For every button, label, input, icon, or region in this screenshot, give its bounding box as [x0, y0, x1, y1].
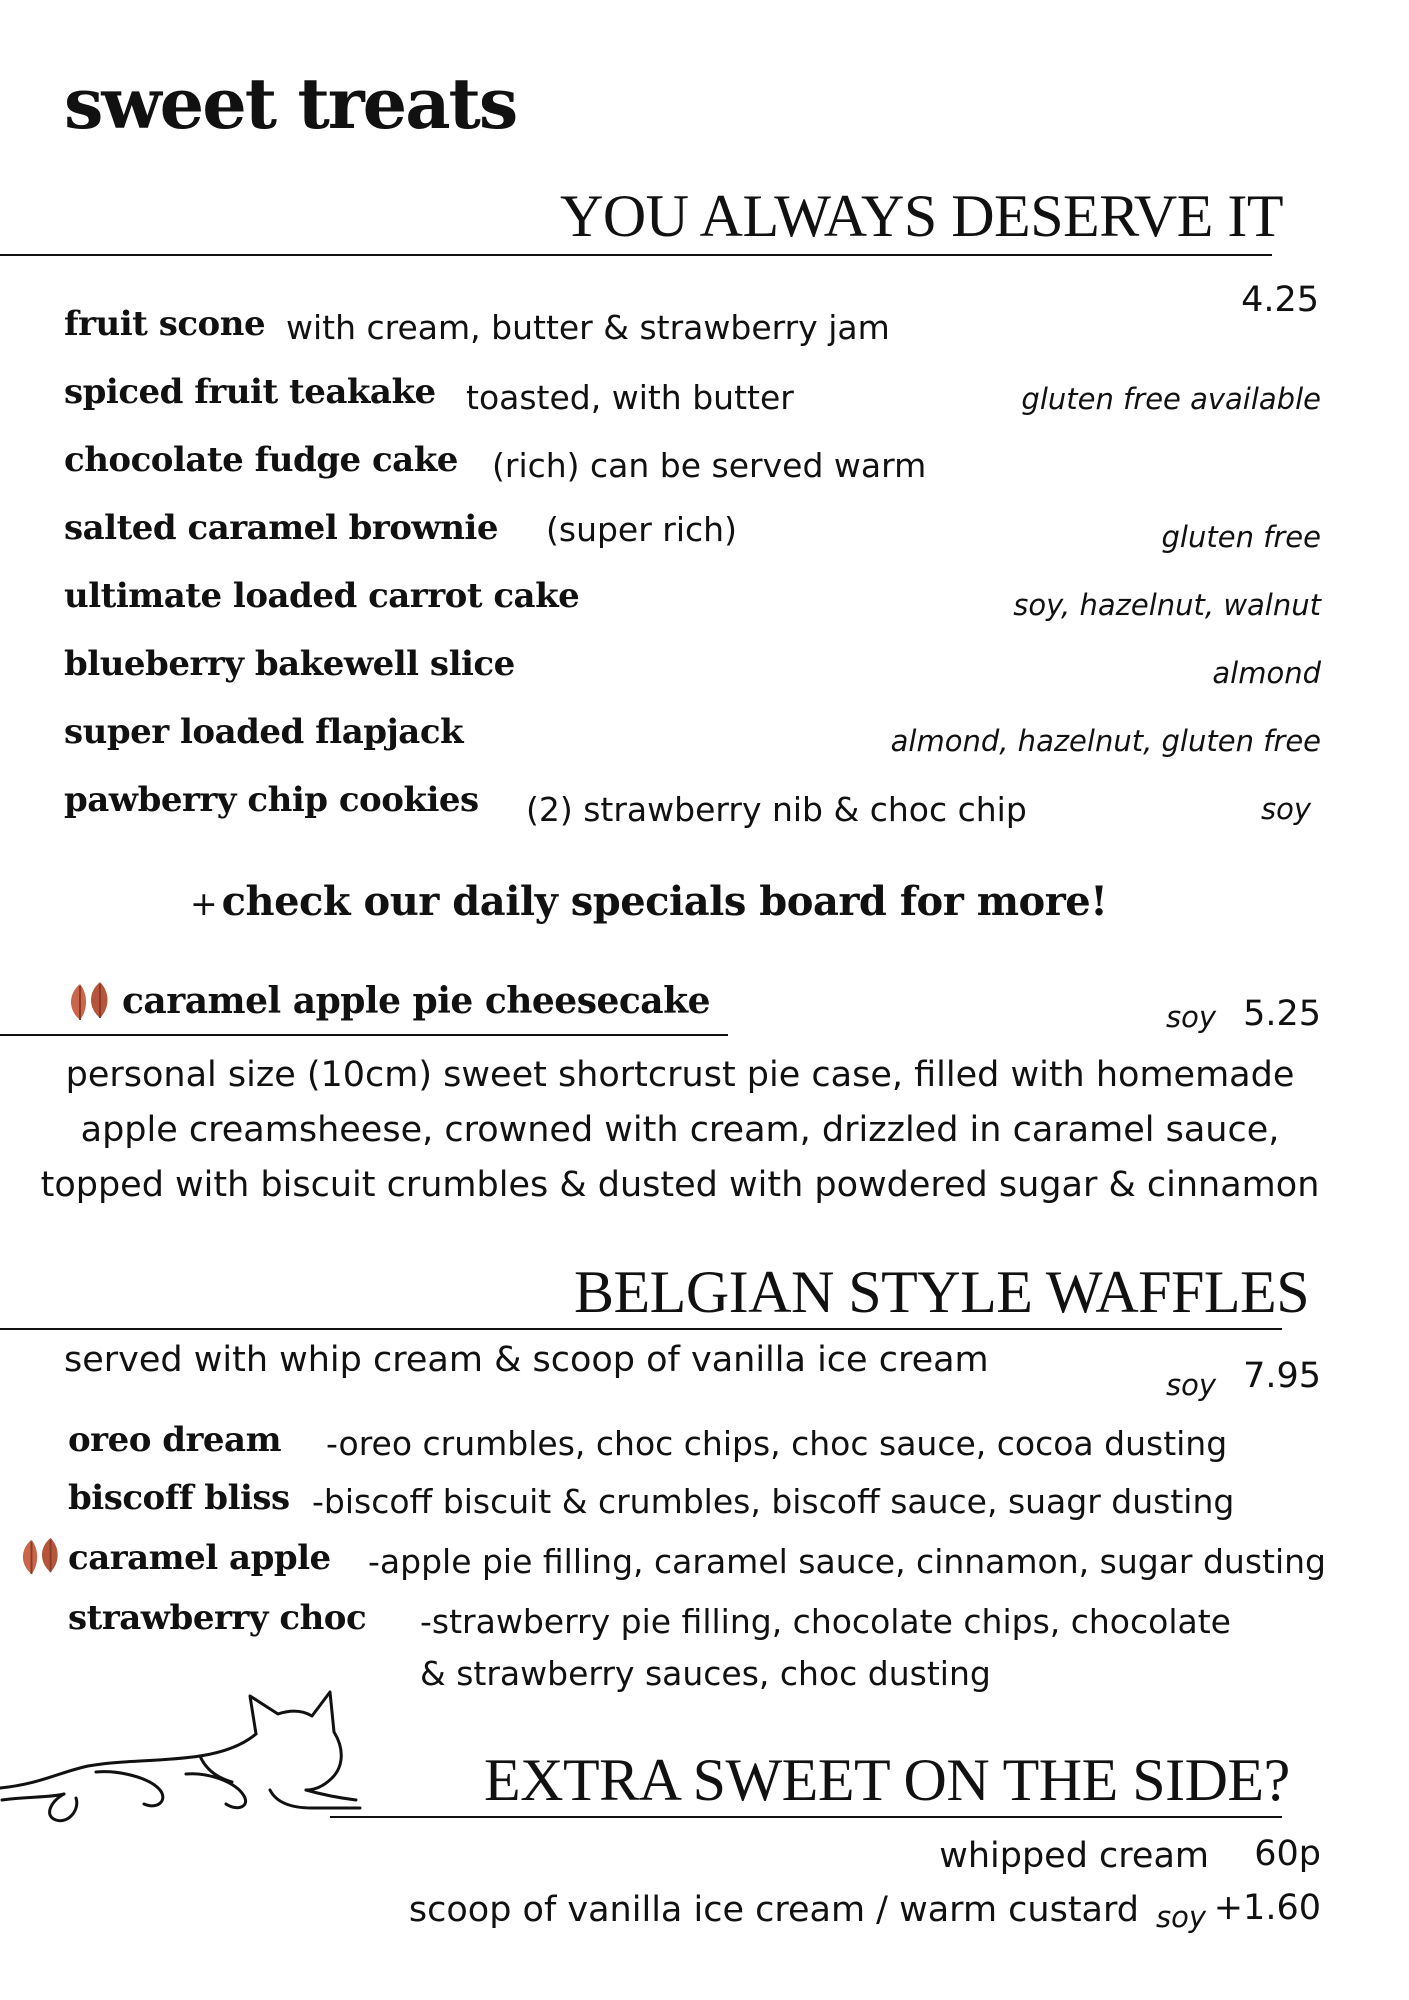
- description-line: personal size (10cm) sweet shortcrust pie case, filled with homemade: [65, 1055, 1295, 1095]
- section-rule: [0, 254, 1272, 256]
- cat-illustration: [0, 1686, 380, 1831]
- item-name: salted caramel brownie: [64, 508, 498, 548]
- cheesecake-description: [30, 1048, 1330, 1213]
- waffles-served-with: served with whip cream & scoop of vanilla ice cream: [64, 1340, 989, 1380]
- waffle-name: strawberry choc: [68, 1598, 367, 1638]
- item-name: blueberry bakewell slice: [64, 644, 515, 684]
- autumn-leaf-icon: [18, 1536, 64, 1576]
- item-name: super loaded flapjack: [64, 712, 464, 752]
- item-desc: with cream, butter & strawberry jam: [286, 308, 890, 347]
- price-treats: 4.25: [1241, 280, 1319, 320]
- item-desc: (super rich): [546, 510, 737, 549]
- item-note: soy, hazelnut, walnut: [1013, 588, 1321, 622]
- item-name: ultimate loaded carrot cake: [64, 576, 580, 616]
- waffles-rule: [0, 1328, 1282, 1330]
- extra-label: whipped cream: [939, 1836, 1209, 1876]
- waffle-desc: -oreo crumbles, choc chips, choc sauce, cocoa dusting: [326, 1424, 1228, 1463]
- waffle-desc: -strawberry pie filling, chocolate chips, chocolate: [420, 1602, 1231, 1641]
- cheesecake-note: soy: [1166, 1000, 1217, 1034]
- item-note: soy: [1260, 792, 1311, 826]
- plus-sign: +: [190, 884, 218, 923]
- waffle-desc: -apple pie filling, caramel sauce, cinnamon, sugar dusting: [368, 1542, 1326, 1581]
- specials-text: check our daily specials board for more!: [221, 878, 1108, 925]
- waffle-desc: -biscoff biscuit & crumbles, biscoff sauce, suagr dusting: [312, 1482, 1235, 1521]
- waffle-name: caramel apple: [68, 1538, 331, 1578]
- waffle-desc-continued: & strawberry sauces, choc dusting: [420, 1654, 991, 1693]
- specials-callout: [190, 878, 1107, 925]
- extra-label: scoop of vanilla ice cream / warm custard: [408, 1890, 1139, 1930]
- autumn-leaf-icon: [66, 980, 114, 1022]
- waffles-note: soy: [1166, 1368, 1217, 1402]
- item-name: spiced fruit teakake: [64, 372, 436, 412]
- item-name: pawberry chip cookies: [64, 780, 479, 820]
- item-note: almond, hazelnut, gluten free: [890, 724, 1321, 758]
- extra-price: 60p: [1254, 1834, 1321, 1874]
- extras-rule: [330, 1816, 1282, 1818]
- item-name: fruit scone: [64, 304, 266, 344]
- cheesecake-price: 5.25: [1243, 994, 1321, 1034]
- section-heading-extras: EXTRA SWEET ON THE SIDE?: [484, 1747, 1290, 1813]
- description-line: topped with biscuit crumbles & dusted with powdered sugar & cinnamon: [40, 1165, 1320, 1205]
- waffle-name: oreo dream: [68, 1420, 282, 1460]
- page-title: sweet treats: [64, 62, 517, 145]
- item-note: gluten free: [1161, 520, 1321, 554]
- item-name: chocolate fudge cake: [64, 440, 458, 480]
- item-desc: toasted, with butter: [466, 378, 794, 417]
- item-desc: (rich) can be served warm: [492, 446, 927, 485]
- cheesecake-rule: [0, 1034, 728, 1036]
- waffles-price: 7.95: [1243, 1356, 1321, 1396]
- description-line: apple creamsheese, crowned with cream, drizzled in caramel sauce,: [80, 1110, 1280, 1150]
- section-heading-deserve: YOU ALWAYS DESERVE IT: [560, 183, 1284, 249]
- extra-note: soy: [1156, 1900, 1207, 1934]
- cheesecake-name: caramel apple pie cheesecake: [122, 980, 710, 1022]
- item-desc: (2) strawberry nib & choc chip: [526, 790, 1027, 829]
- waffle-name: biscoff bliss: [68, 1478, 290, 1518]
- item-note: almond: [1212, 656, 1321, 690]
- item-note: gluten free available: [1021, 382, 1321, 416]
- extra-price: +1.60: [1213, 1888, 1321, 1928]
- section-heading-waffles: BELGIAN STYLE WAFFLES: [574, 1259, 1310, 1325]
